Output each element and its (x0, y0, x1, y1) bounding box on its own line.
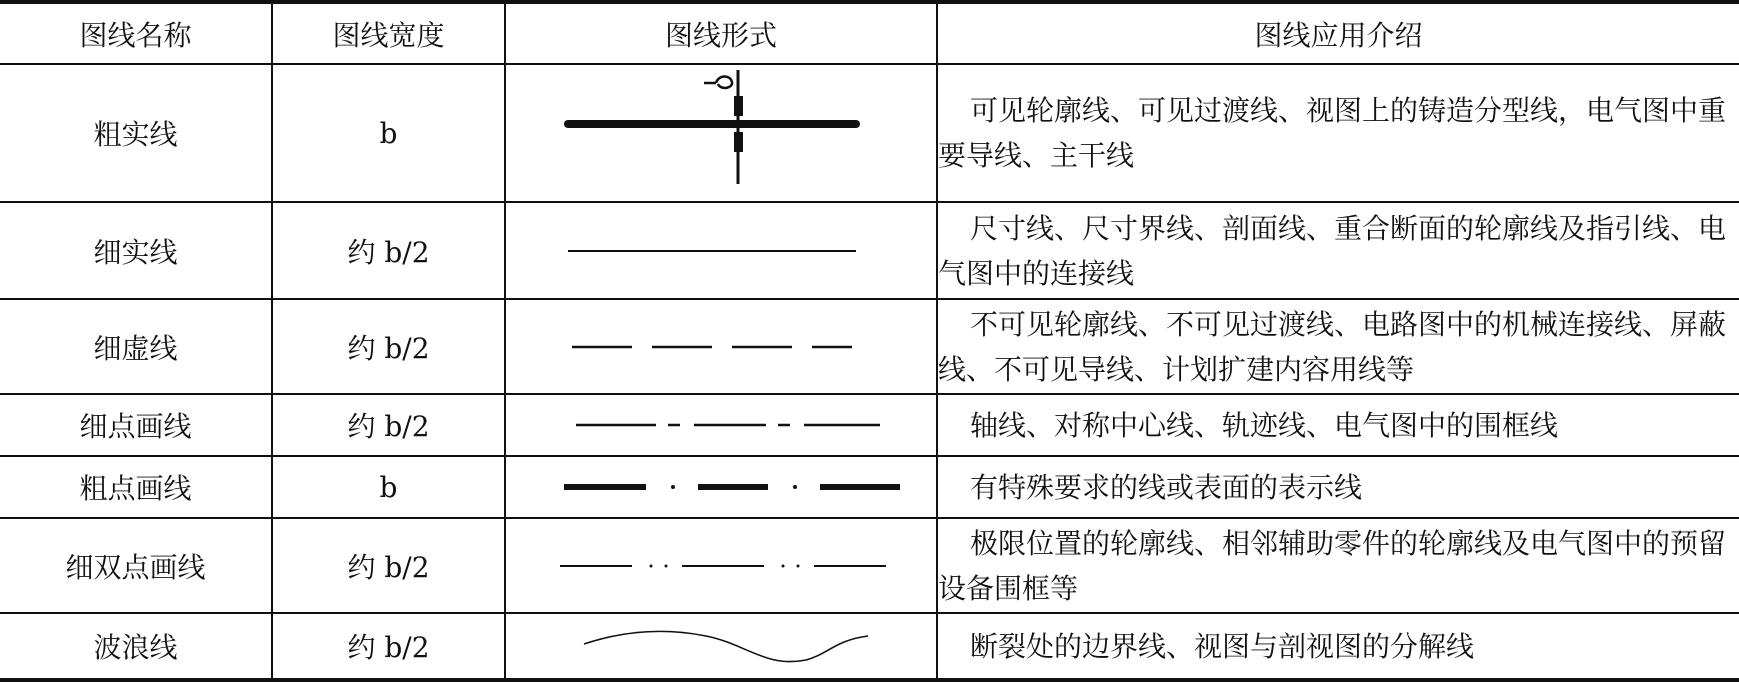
table-row (0, 456, 1739, 518)
line-width: b (272, 456, 505, 518)
header-width: 图线宽度 (272, 2, 505, 64)
thick-solid-line-sample (506, 66, 938, 200)
table-row (0, 518, 1739, 613)
line-usage: 可见轮廓线、可见过渡线、视图上的铸造分型线，电气图中重要导线、主干线 (937, 64, 1739, 202)
header-row (0, 2, 1739, 64)
line-name: 波浪线 (0, 613, 272, 680)
line-name: 粗实线 (0, 64, 272, 202)
table-row (0, 202, 1739, 299)
table-row (0, 299, 1739, 394)
line-width: 约 b/2 (272, 394, 505, 456)
header-name: 图线名称 (0, 2, 272, 64)
line-usage: 尺寸线、尺寸界线、剖面线、重合断面的轮廓线及指引线、电气图中的连接线 (937, 202, 1739, 299)
line-name: 细实线 (0, 202, 272, 299)
table-row (0, 394, 1739, 456)
line-sample-cell (505, 64, 937, 202)
line-width: 约 b/2 (272, 202, 505, 299)
line-name: 细点画线 (0, 394, 272, 456)
line-usage: 有特殊要求的线或表面的表示线 (937, 456, 1739, 518)
line-usage: 极限位置的轮廓线、相邻辅助零件的轮廓线及电气图中的预留设备围框等 (937, 518, 1739, 613)
header-usage: 图线应用介绍 (937, 2, 1739, 64)
line-usage: 不可见轮廓线、不可见过渡线、电路图中的机械连接线、屏蔽线、不可见导线、计划扩建内容用线等 (937, 299, 1739, 394)
line-width: 约 b/2 (272, 613, 505, 680)
line-name: 粗点画线 (0, 456, 272, 518)
wavy-line-sample (506, 624, 938, 668)
line-width: b (272, 64, 505, 202)
line-sample-cell (505, 394, 937, 456)
line-sample-cell (505, 202, 937, 299)
line-width: 约 b/2 (272, 299, 505, 394)
line-width: 约 b/2 (272, 518, 505, 613)
thin-solid-line-sample (506, 231, 938, 271)
line-sample-cell (505, 456, 937, 518)
line-usage: 断裂处的边界线、视图与剖视图的分解线 (937, 613, 1739, 680)
line-usage: 轴线、对称中心线、轨迹线、电气图中的围框线 (937, 394, 1739, 456)
table-row (0, 64, 1739, 202)
header-form: 图线形式 (505, 2, 937, 64)
line-sample-cell (505, 518, 937, 613)
line-name: 细虚线 (0, 299, 272, 394)
thin-dash-dot-line-sample (506, 405, 938, 445)
thin-double-dash-dot-line-sample (506, 546, 938, 586)
thin-dashed-line-sample (506, 327, 938, 367)
thick-dash-dot-line-sample (506, 467, 938, 507)
table-row (0, 613, 1739, 680)
line-name: 细双点画线 (0, 518, 272, 613)
line-sample-cell (505, 613, 937, 680)
line-sample-cell (505, 299, 937, 394)
